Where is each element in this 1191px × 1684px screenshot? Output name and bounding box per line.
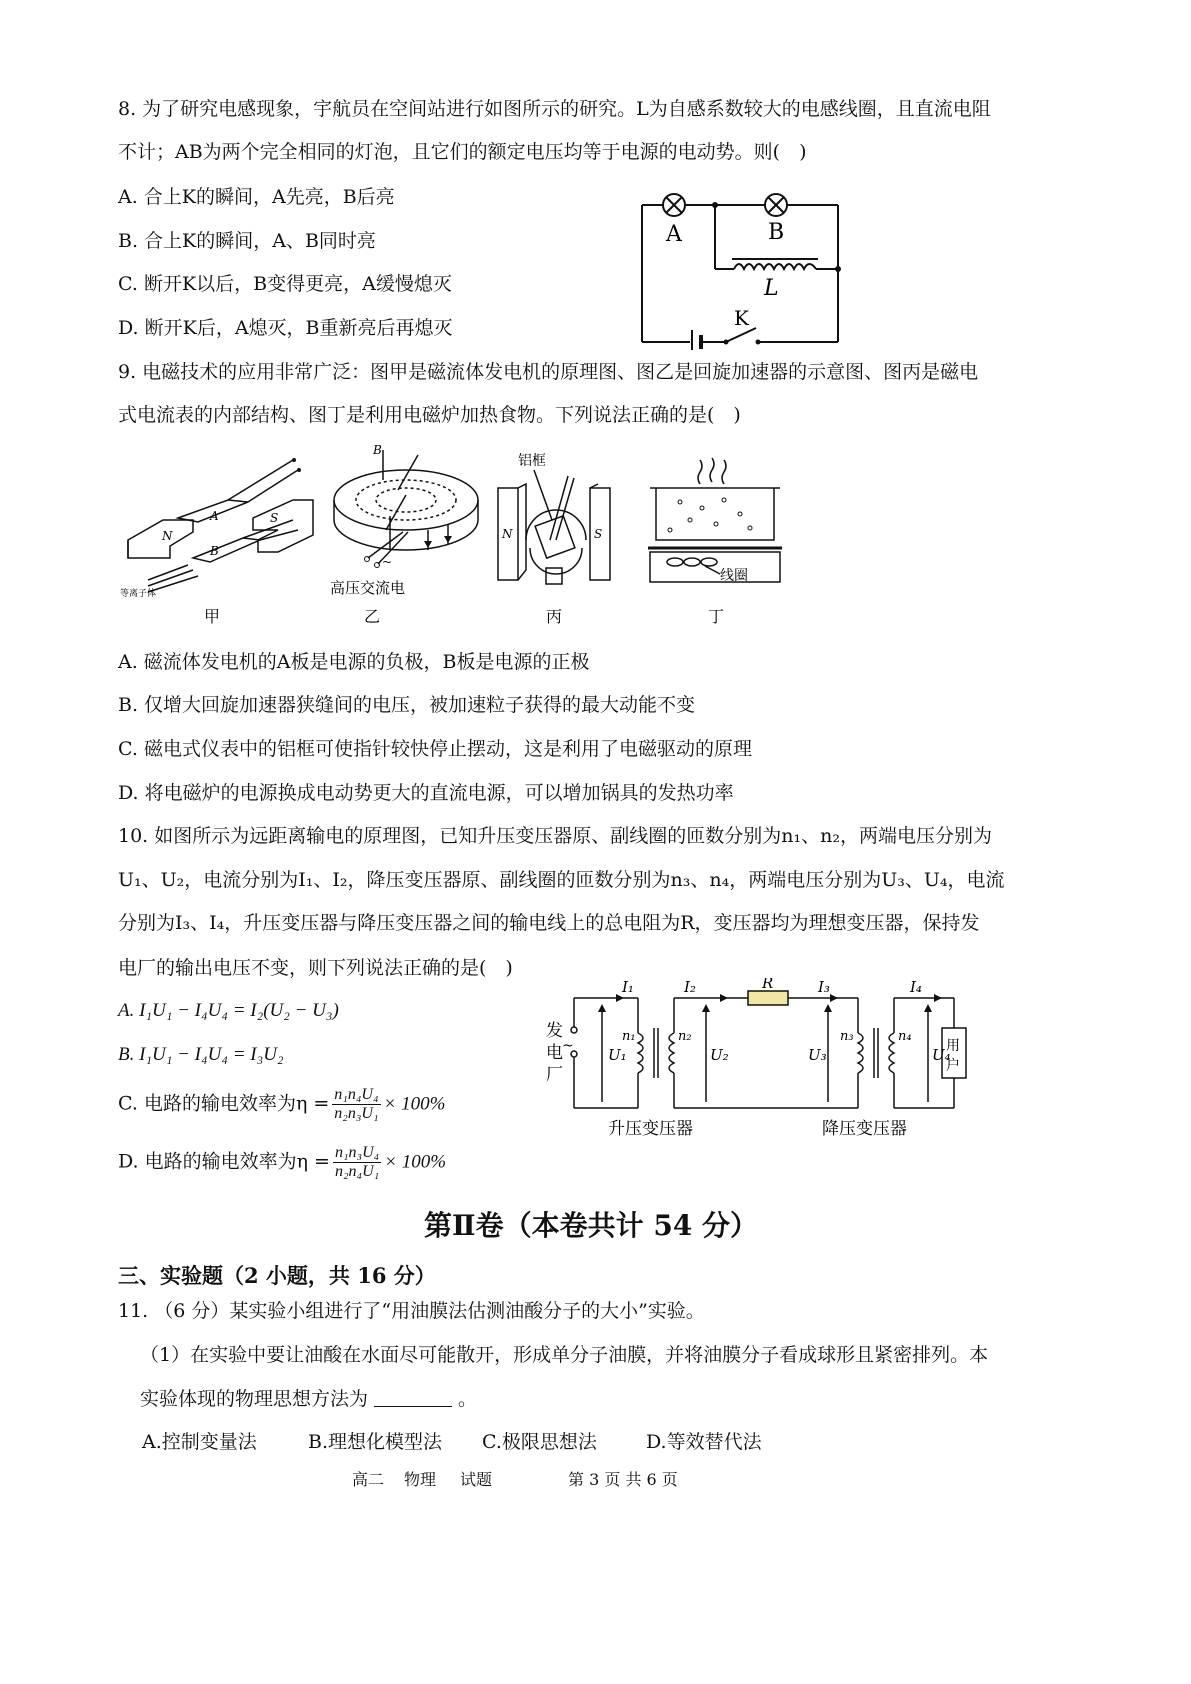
q9-option-a[interactable]: A. 磁流体发电机的A板是电源的负极，B板是电源的正极 (118, 651, 590, 673)
q10-option-c-denominator: n₂n₃U₁ (334, 1105, 379, 1122)
q10-label-u2: U₂ (710, 1046, 729, 1064)
yi-label-ac: 高压交流电 (330, 579, 406, 597)
q10-label-ac: ~ (562, 1038, 574, 1054)
q11-sub1-prefix: 实验体现的物理思想方法为 (140, 1388, 369, 1410)
footer-subject: 物理 (404, 1470, 437, 1489)
q11-answer-blank[interactable] (374, 1388, 452, 1407)
q10-label-user-2: 户 (946, 1058, 960, 1074)
q9-figure-ding (640, 440, 790, 630)
q9-line1: 9. 电磁技术的应用非常广泛：图甲是磁流体发电机的原理图、图乙是回旋加速器的示意图、图丙是磁电 (118, 361, 979, 383)
footer-page: 第 3 页 共 6 页 (568, 1470, 678, 1489)
jia-label-a: A (210, 509, 219, 523)
q8-line2: 不计；AB为两个完全相同的灯泡，且它们的额定电压均等于电源的电动势。则( ) (118, 141, 807, 163)
q10-label-user-1: 用 (946, 1038, 960, 1054)
q11-line1: 11. （6 分）某实验小组进行了“用油膜法估测油酸分子的大小”实验。 (118, 1300, 705, 1322)
q8-label-switch: K (734, 306, 749, 330)
footer-kind: 试题 (460, 1470, 493, 1489)
q8-option-c[interactable]: C. 断开K以后，B变得更亮，A缓慢熄灭 (118, 273, 452, 295)
q11-sub1-line2 (140, 1386, 477, 1412)
footer-grade: 高二 (352, 1470, 385, 1489)
bing-label-s: S (594, 527, 603, 541)
q11-choice-b[interactable]: B.理想化模型法 (308, 1431, 443, 1453)
q11-choice-c[interactable]: C.极限思想法 (482, 1431, 597, 1453)
jia-label-s: S (270, 511, 279, 525)
q10-label-u3: U₃ (808, 1046, 827, 1064)
q10-line4: 电厂的输出电压不变，则下列说法正确的是( ) (118, 957, 513, 979)
q10-option-d[interactable] (118, 1144, 446, 1181)
q9-option-c[interactable]: C. 磁电式仪表中的铝框可使指针较快停止摆动，这是利用了电磁驱动的原理 (118, 738, 752, 760)
q9-figure-bing (490, 440, 620, 630)
q8-label-inductor: L (764, 276, 779, 301)
yi-caption: 乙 (364, 607, 381, 626)
q10-option-c-fraction (332, 1086, 380, 1123)
q10-label-plant-1: 发 (546, 1021, 563, 1041)
q10-label-step-down: 降压变压器 (822, 1119, 907, 1139)
q9-figure-jia (118, 440, 318, 630)
q9-figure-yi (328, 440, 488, 630)
q10-option-d-denominator: n₂n₄U₁ (334, 1163, 380, 1180)
q10-option-d-prefix: D. 电路的输电效率为η = (118, 1150, 330, 1173)
q10-option-c-prefix: C. 电路的输电效率为η = (118, 1092, 330, 1115)
q10-option-d-fraction (333, 1144, 381, 1181)
jia-label-b: B (210, 544, 219, 558)
q10-label-i3: I₃ (818, 978, 830, 996)
q10-option-d-numerator: n₁n₃U₄ (334, 1144, 380, 1161)
jia-label-plasma: 等离子体 (120, 589, 157, 599)
q11-choice-a[interactable]: A.控制变量法 (142, 1431, 257, 1453)
q10-option-c-numerator: n₁n₄U₄ (334, 1086, 379, 1103)
q10-label-plant-2: 电 (546, 1043, 563, 1063)
q10-option-a[interactable]: A. I₁U₁ − I₄U₄ = I₂(U₂ − U₃) (118, 1000, 339, 1021)
q10-label-i2: I₂ (684, 978, 696, 996)
q11-sub1-suffix: 。 (458, 1388, 478, 1410)
q10-line1: 10. 如图所示为远距离输电的原理图，已知升压变压器原、副线圈的匝数分别为n₁、n₂，两端电压分别为 (118, 825, 992, 847)
q10-label-n3: n₃ (840, 1029, 854, 1044)
q10-label-r: R (762, 978, 774, 992)
q10-label-u1: U₁ (608, 1046, 627, 1064)
yi-label-wave: ~ (382, 555, 393, 569)
yi-label-b: B (373, 443, 382, 457)
q8-option-a[interactable]: A. 合上K的瞬间，A先亮，B后亮 (118, 186, 395, 208)
q10-transmission-figure (538, 978, 978, 1148)
q10-label-step-up: 升压变压器 (608, 1119, 693, 1139)
q8-label-lamp-b: B (768, 220, 785, 245)
q9-option-b[interactable]: B. 仅增大回旋加速器狭缝间的电压，被加速粒子获得的最大动能不变 (118, 694, 696, 716)
q9-line2: 式电流表的内部结构、图丁是利用电磁炉加热食物。下列说法正确的是( ) (118, 404, 741, 426)
q11-choice-d[interactable]: D.等效替代法 (646, 1431, 762, 1453)
part2-title: 第Ⅱ卷（本卷共计 54 分） (424, 1209, 759, 1242)
q10-label-n2: n₂ (678, 1029, 692, 1044)
q10-label-n4: n₄ (898, 1029, 912, 1044)
q10-option-c-suffix: × 100% (383, 1093, 446, 1115)
q10-option-c[interactable] (118, 1086, 445, 1123)
jia-caption: 甲 (204, 607, 221, 626)
q10-label-i1: I₁ (622, 978, 634, 996)
bing-label-n: N (502, 527, 513, 541)
q10-label-i4: I₄ (910, 978, 922, 996)
q10-label-n1: n₁ (622, 1029, 636, 1044)
q8-circuit-figure (630, 185, 850, 350)
q8-line1: 8. 为了研究电感现象，宇航员在空间站进行如图所示的研究。L为自感系数较大的电感线圈，且直流电阻 (118, 98, 991, 120)
q11-sub1-line1: （1）在实验中要让油酸在水面尽可能散开，形成单分子油膜，并将油膜分子看成球形且紧密排列。本 (140, 1344, 989, 1366)
q10-label-plant-3: 厂 (546, 1065, 563, 1085)
ding-caption: 丁 (708, 607, 725, 626)
q8-option-d[interactable]: D. 断开K后，A熄灭，B重新亮后再熄灭 (118, 317, 453, 339)
q8-label-lamp-a: A (666, 222, 682, 247)
q10-line3: 分别为I₃、I₄，升压变压器与降压变压器之间的输电线上的总电阻为R，变压器均为理想变压器，保持发 (118, 912, 980, 934)
q8-option-b[interactable]: B. 合上K的瞬间，A、B同时亮 (118, 230, 376, 252)
q10-line2: U₁、U₂，电流分别为I₁、I₂，降压变压器原、副线圈的匝数分别为n₃、n₄，两端电压分别为U₃、U₄，电流 (118, 869, 1005, 891)
q10-option-d-suffix: × 100% (384, 1151, 447, 1173)
bing-label-frame: 铝框 (518, 453, 546, 469)
ding-label-coil: 线圈 (720, 568, 748, 584)
bing-caption: 丙 (546, 607, 563, 626)
section3-title: 三、实验题（2 小题，共 16 分） (118, 1263, 436, 1288)
jia-label-n: N (162, 529, 173, 543)
q10-label-u4: U₄ (932, 1046, 951, 1064)
q9-option-d[interactable]: D. 将电磁炉的电源换成电动势更大的直流电源，可以增加锅具的发热功率 (118, 782, 734, 804)
q10-option-b[interactable]: B. I₁U₁ − I₄U₄ = I₃U₂ (118, 1044, 284, 1065)
